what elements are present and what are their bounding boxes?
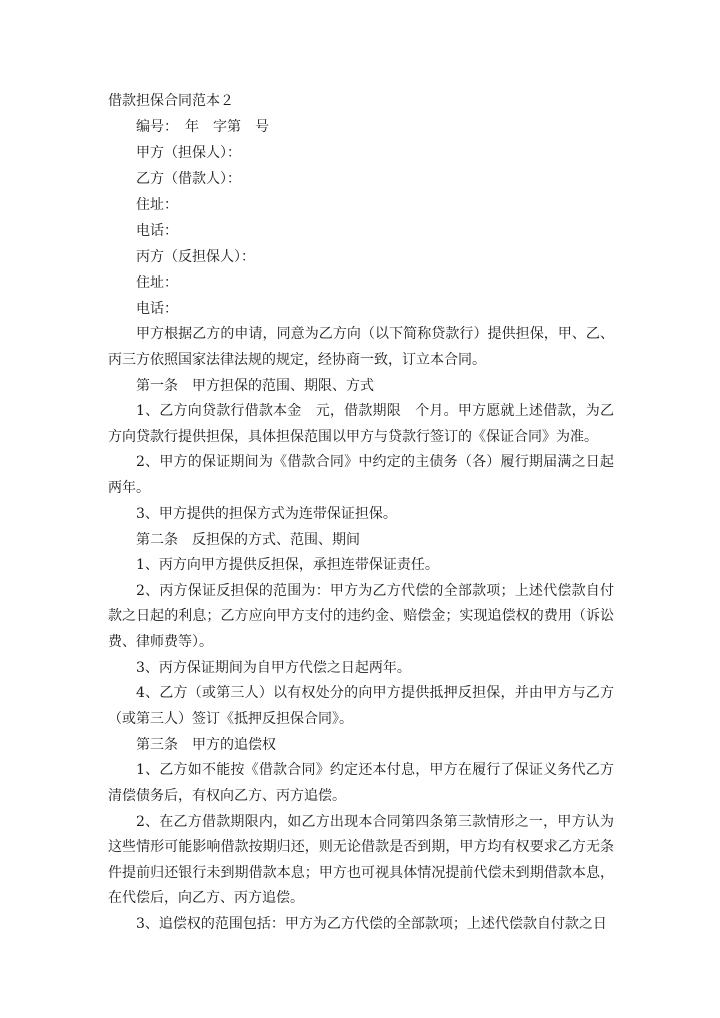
- party-b-address-field: 住址：: [136, 197, 178, 213]
- party-c-field: 丙方（反担保人）：: [136, 249, 255, 265]
- party-b-phone-field: 电话：: [136, 223, 178, 239]
- article-1-clause: 2、甲方的保证期间为《借款合同》中约定的主债务（各）履行期届满之日起两年。: [108, 454, 614, 496]
- article-1-clause: 1、乙方向贷款行借款本金 元，借款期限 个月。甲方愿就上述借款，为乙方向贷款行提供担保，具体担保范围以甲方与贷款行签订的《保证合同》为准。: [108, 403, 614, 445]
- contract-number-field: 编号： 年 字第 号: [136, 119, 269, 135]
- document-page: [108, 88, 614, 937]
- article-1-heading: 第一条 甲方担保的范围、期限、方式: [136, 378, 374, 395]
- party-c-phone-field: 电话：: [136, 301, 178, 317]
- party-c-address-field: 住址：: [136, 275, 178, 291]
- party-b-field: 乙方（借款人）：: [136, 171, 241, 187]
- article-2-clause: 4、乙方（或第三人）以有权处分的向甲方提供抵押反担保，并由甲方与乙方（或第三人）签订《抵押反担保合同》。: [108, 685, 614, 727]
- document-title: 借款担保合同范本２: [108, 93, 234, 109]
- article-2-clause: 1、丙方向甲方提供反担保，承担连带保证责任。: [136, 557, 439, 574]
- intro-paragraph: 甲方根据乙方的申请，同意为乙方向（以下简称贷款行）提供担保，甲、乙、丙三方依照国家法律法规的规定，经协商一致，订立本合同。: [108, 326, 614, 368]
- article-3-clause: 1、乙方如不能按《借款合同》约定还本付息，甲方在履行了保证义务代乙方清偿债务后，有权向乙方、丙方追偿。: [108, 762, 614, 804]
- article-2-clause: 3、丙方保证期间为自甲方代偿之日起两年。: [136, 659, 411, 676]
- article-2-clause: 2、丙方保证反担保的范围为：甲方为乙方代偿的全部款项；上述代偿款自付款之日起的利息；乙方应向甲方支付的违约金、赔偿金；实现追偿权的费用（诉讼费、律师费等）。: [108, 582, 614, 650]
- article-2-heading: 第二条 反担保的方式、范围、期间: [136, 532, 360, 549]
- article-3-clause: 2、在乙方借款期限内，如乙方出现本合同第四条第三款情形之一，甲方认为这些情形可能影响借款按期归还，则无论借款是否到期，甲方均有权要求乙方无条件提前归还银行未到期借款本息；甲方也可视具体情况提前代偿未到期借款本息，在代偿后，向乙方、丙方追偿。: [108, 813, 614, 907]
- article-1-clause: 3、甲方提供的担保方式为连带保证担保。: [136, 505, 397, 522]
- article-3-heading: 第三条 甲方的追偿权: [136, 737, 276, 754]
- party-a-field: 甲方（担保人）：: [136, 145, 241, 161]
- article-3-clause: 3、追偿权的范围包括：甲方为乙方代偿的全部款项；上述代偿款自付款之日: [136, 915, 607, 932]
